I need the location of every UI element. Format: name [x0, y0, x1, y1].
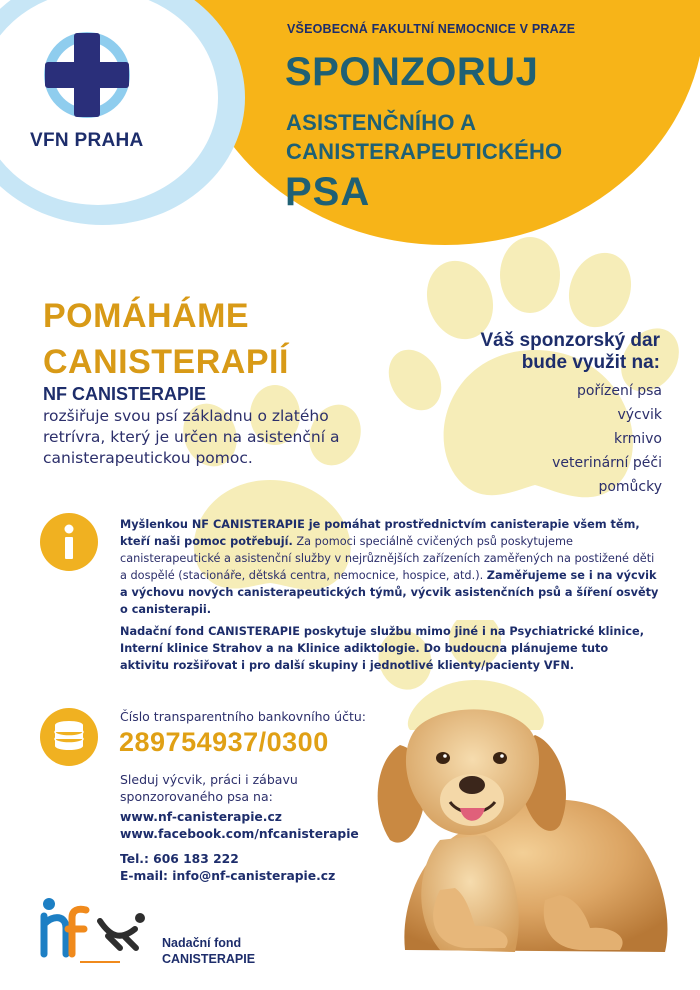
donation-heading: [480, 330, 660, 374]
contacts: [120, 851, 335, 885]
list-item: veterinární péči: [552, 455, 662, 471]
footer-org-line: Nadační fond: [162, 936, 242, 950]
info-icon: [40, 513, 98, 571]
list-item: pomůcky: [598, 479, 662, 495]
footer-org-line: CANISTERAPIE: [162, 952, 256, 966]
intro-heading: [43, 293, 289, 385]
info-glyph-icon: [40, 513, 98, 571]
account-number: 289754937/0300: [119, 727, 329, 757]
info-paragraph: [120, 516, 660, 618]
golden-retriever-image: [345, 690, 675, 965]
hospital-name: VŠEOBECNÁ FAKULTNÍ NEMOCNICE V PRAZE: [287, 22, 576, 36]
subtitle-line: ASISTENČNÍHO A: [286, 110, 477, 135]
donation-heading-line: Váš sponzorský dar: [480, 330, 660, 351]
list-item: krmivo: [614, 431, 662, 447]
nf-canisterapie-logo-icon: [40, 896, 150, 966]
cross-logo-icon: [42, 30, 132, 120]
list-item: pořízení psa: [576, 383, 662, 399]
list-item: výcvik: [617, 407, 662, 423]
website-link[interactable]: www.nf-canisterapie.cz: [120, 810, 282, 824]
donation-list: [552, 379, 662, 499]
links: [120, 809, 359, 843]
account-label: Číslo transparentního bankovního účtu:: [120, 709, 366, 724]
info-regular: Za pomoci speciálně cvičených psů poskytujeme canisterapeutické a asistenční služby v nejrůznějších zařízeních zaměřených na postižené děti a dospělé (stacionáře, dětská centra, nemocnice, hospice, atd.).: [120, 535, 655, 582]
title-end: PSA: [285, 170, 371, 214]
subtitle-line: CANISTERAPEUTICKÉHO: [286, 139, 563, 164]
footer-org-name: [162, 935, 255, 967]
intro-heading-line: POMÁHÁME: [43, 297, 250, 335]
info-text: [120, 516, 660, 679]
page-subtitle: [286, 108, 562, 166]
info-bold: Myšlenkou NF CANISTERAPIE je pomáhat prostřednictvím canisterapie všem těm, kteří naši pomoc potřebují.: [120, 518, 640, 548]
email[interactable]: E-mail: info@nf-canisterapie.cz: [120, 869, 336, 883]
nf-description: rozšiřuje svou psí základnu o zlatého retrívra, který je určen na asistenční a canisterapeutickou pomoc.: [43, 407, 340, 467]
info-paragraph: Nadační fond CANISTERAPIE poskytuje službu mimo jiné i na Psychiatrické klinice, Interní klinice Strahov a na Klinice adiktologie. Do budoucna plánujeme tuto aktivitu rozšiřovat i pro další skupiny i jednotlivé klienty/pacienty VFN.: [120, 625, 644, 672]
facebook-link[interactable]: www.facebook.com/nfcanisterapie: [120, 827, 359, 841]
nf-title: NF CANISTERAPIE: [43, 384, 207, 404]
logo-text: VFN PRAHA: [30, 130, 144, 151]
coins-icon: [40, 708, 98, 766]
coins-glyph-icon: [40, 708, 98, 766]
phone: Tel.: 606 183 222: [120, 852, 239, 866]
page-title: SPONZORUJ: [285, 50, 539, 94]
donation-heading-line: bude využit na:: [521, 352, 660, 373]
info-bold: Zaměřujeme se i na výcvik a výchovu nových canisterapeutických týmů, výcvik asistenčních psů a šíření osvěty o canisterapii.: [120, 569, 659, 616]
follow-text: Sleduj výcvik, práci i zábavu sponzorovaného psa na:: [120, 772, 298, 804]
intro-heading-line: CANISTERAPIÍ: [43, 343, 289, 381]
